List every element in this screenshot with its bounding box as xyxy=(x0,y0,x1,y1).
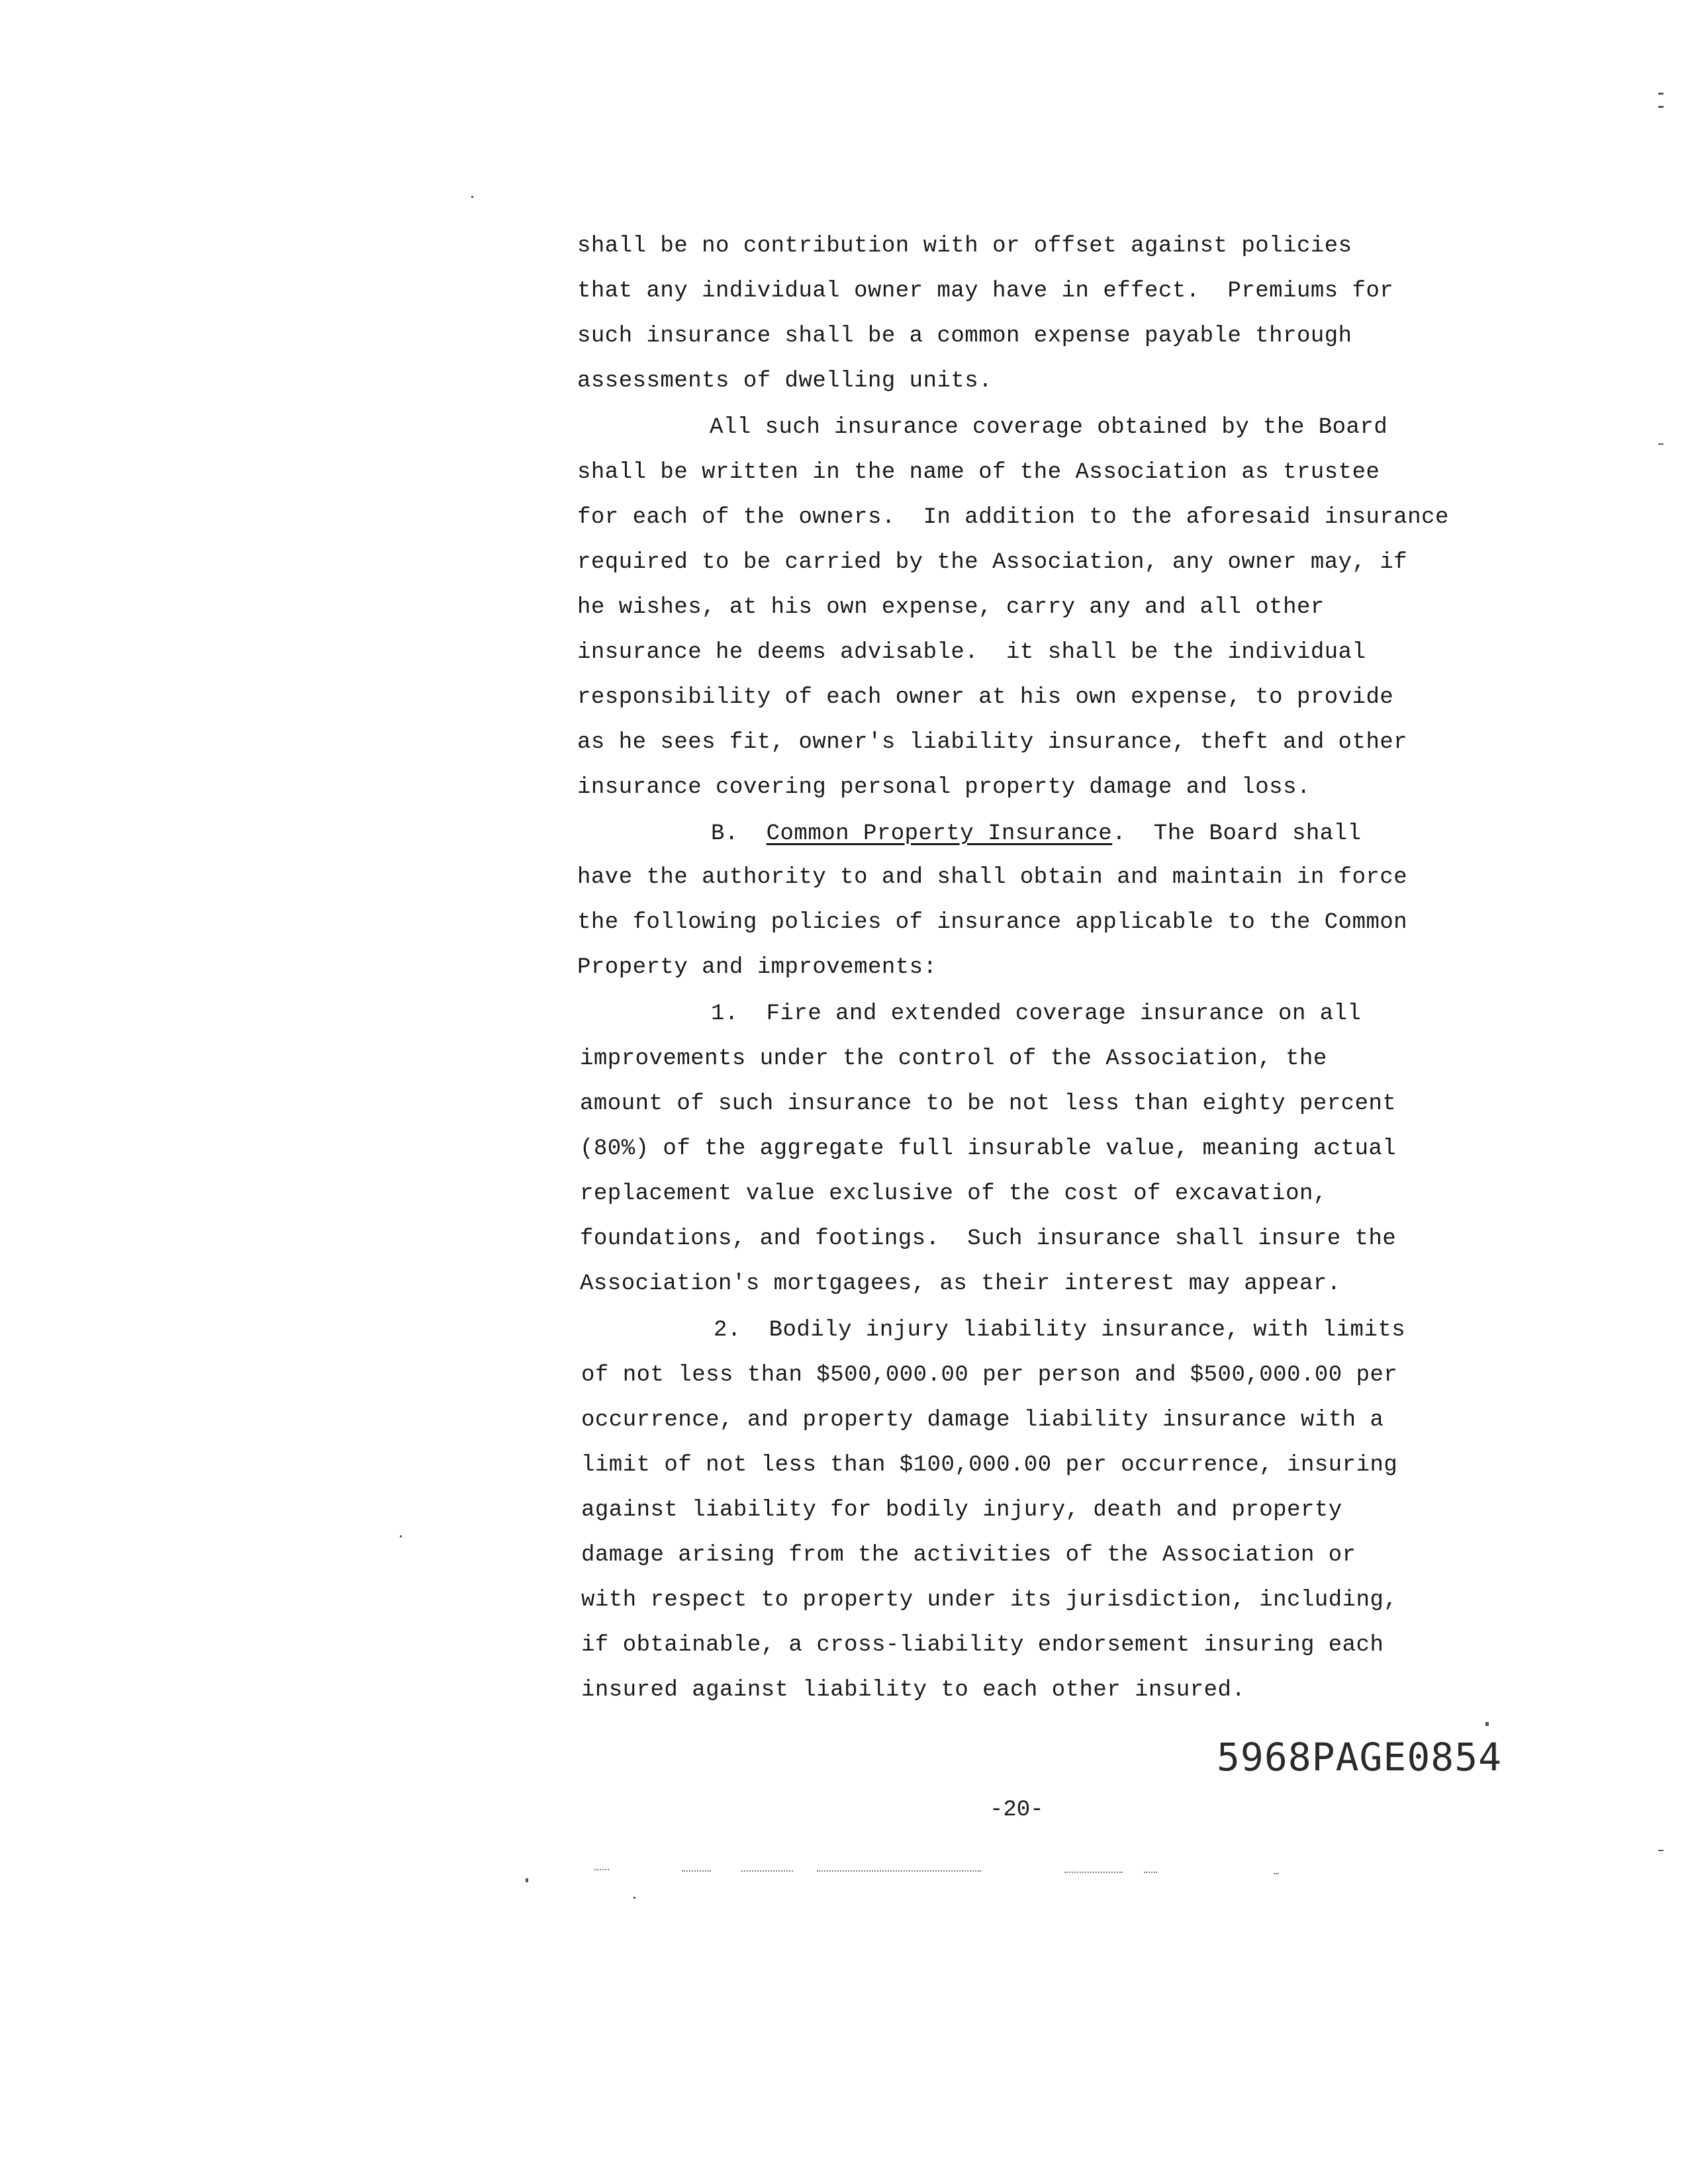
body-line: required to be carried by the Association, any owner may, if xyxy=(577,550,1408,575)
body-line: as he sees fit, owner's liability insurance, theft and other xyxy=(577,730,1408,755)
scan-mark xyxy=(400,1535,402,1537)
recording-stamp: 5968PAGE0854 xyxy=(1217,1735,1503,1780)
scan-mark xyxy=(1658,1850,1664,1851)
section-b-title: Common Property Insurance xyxy=(766,821,1113,846)
body-line: damage arising from the activities of the Association or xyxy=(581,1543,1356,1568)
body-line: insured against liability to each other insured. xyxy=(581,1678,1246,1703)
body-line: Property and improvements: xyxy=(577,955,937,980)
body-line: if obtainable, a cross-liability endorsement insuring each xyxy=(581,1633,1384,1658)
scan-mark xyxy=(471,196,473,198)
body-line: shall be written in the name of the Association as trustee xyxy=(577,460,1380,485)
body-line: insurance covering personal property damage and loss. xyxy=(577,775,1311,800)
body-line: that any individual owner may have in effect. Premiums for xyxy=(577,279,1394,304)
section-b-line xyxy=(711,821,1361,847)
body-line: improvements under the control of the Association, the xyxy=(580,1046,1327,1071)
body-line: he wishes, at his own expense, carry any and all other xyxy=(577,595,1325,620)
body-line: (80%) of the aggregate full insurable value, meaning actual xyxy=(580,1136,1397,1161)
section-b-lead: . The Board shall xyxy=(1112,821,1362,846)
section-b-label: B. xyxy=(711,821,739,846)
body-line: replacement value exclusive of the cost of excavation, xyxy=(580,1181,1327,1206)
list-item-2-line: 2. Bodily injury liability insurance, with limits xyxy=(714,1318,1406,1343)
body-line: have the authority to and shall obtain and maintain in force xyxy=(577,865,1408,890)
body-line: amount of such insurance to be not less than eighty percent xyxy=(580,1091,1397,1116)
scan-mark xyxy=(1485,1722,1489,1726)
scan-mark xyxy=(1658,443,1664,445)
scan-rule xyxy=(1064,1872,1123,1874)
body-line: limit of not less than $100,000.00 per occurrence, insuring xyxy=(581,1453,1398,1478)
scan-mark xyxy=(633,1897,635,1899)
body-line: Association's mortgagees, as their interest may appear. xyxy=(580,1271,1341,1297)
body-line: insurance he deems advisable. it shall be the individual xyxy=(577,640,1366,665)
scan-rule xyxy=(594,1869,609,1872)
scan-rule xyxy=(682,1870,711,1873)
scan-rule xyxy=(1144,1872,1157,1874)
scan-mark xyxy=(1658,93,1664,95)
body-line: for each of the owners. In addition to the aforesaid insurance xyxy=(577,505,1449,530)
body-line: All such insurance coverage obtained by the Board xyxy=(710,415,1388,440)
page-number: -20- xyxy=(990,1797,1044,1823)
scan-rule xyxy=(1274,1873,1279,1876)
body-line: shall be no contribution with or offset against policies xyxy=(577,234,1352,259)
scan-mark xyxy=(1658,106,1664,108)
scan-rule xyxy=(817,1870,981,1873)
body-line: foundations, and footings. Such insurance shall insure the xyxy=(580,1226,1397,1251)
body-line: the following policies of insurance applicable to the Common xyxy=(577,910,1408,935)
body-line: against liability for bodily injury, death and property xyxy=(581,1498,1342,1523)
scan-mark xyxy=(526,1878,528,1882)
body-line: occurrence, and property damage liability insurance with a xyxy=(581,1408,1384,1433)
list-item-1-line: 1. Fire and extended coverage insurance on all xyxy=(711,1001,1362,1026)
body-line: with respect to property under its jurisdiction, including, xyxy=(581,1588,1398,1613)
scan-rule xyxy=(741,1870,793,1873)
body-line: responsibility of each owner at his own expense, to provide xyxy=(577,685,1394,710)
body-line: assessments of dwelling units. xyxy=(577,369,993,394)
body-line: such insurance shall be a common expense payable through xyxy=(577,324,1352,349)
body-line: of not less than $500,000.00 per person and $500,000.00 per xyxy=(581,1363,1398,1388)
